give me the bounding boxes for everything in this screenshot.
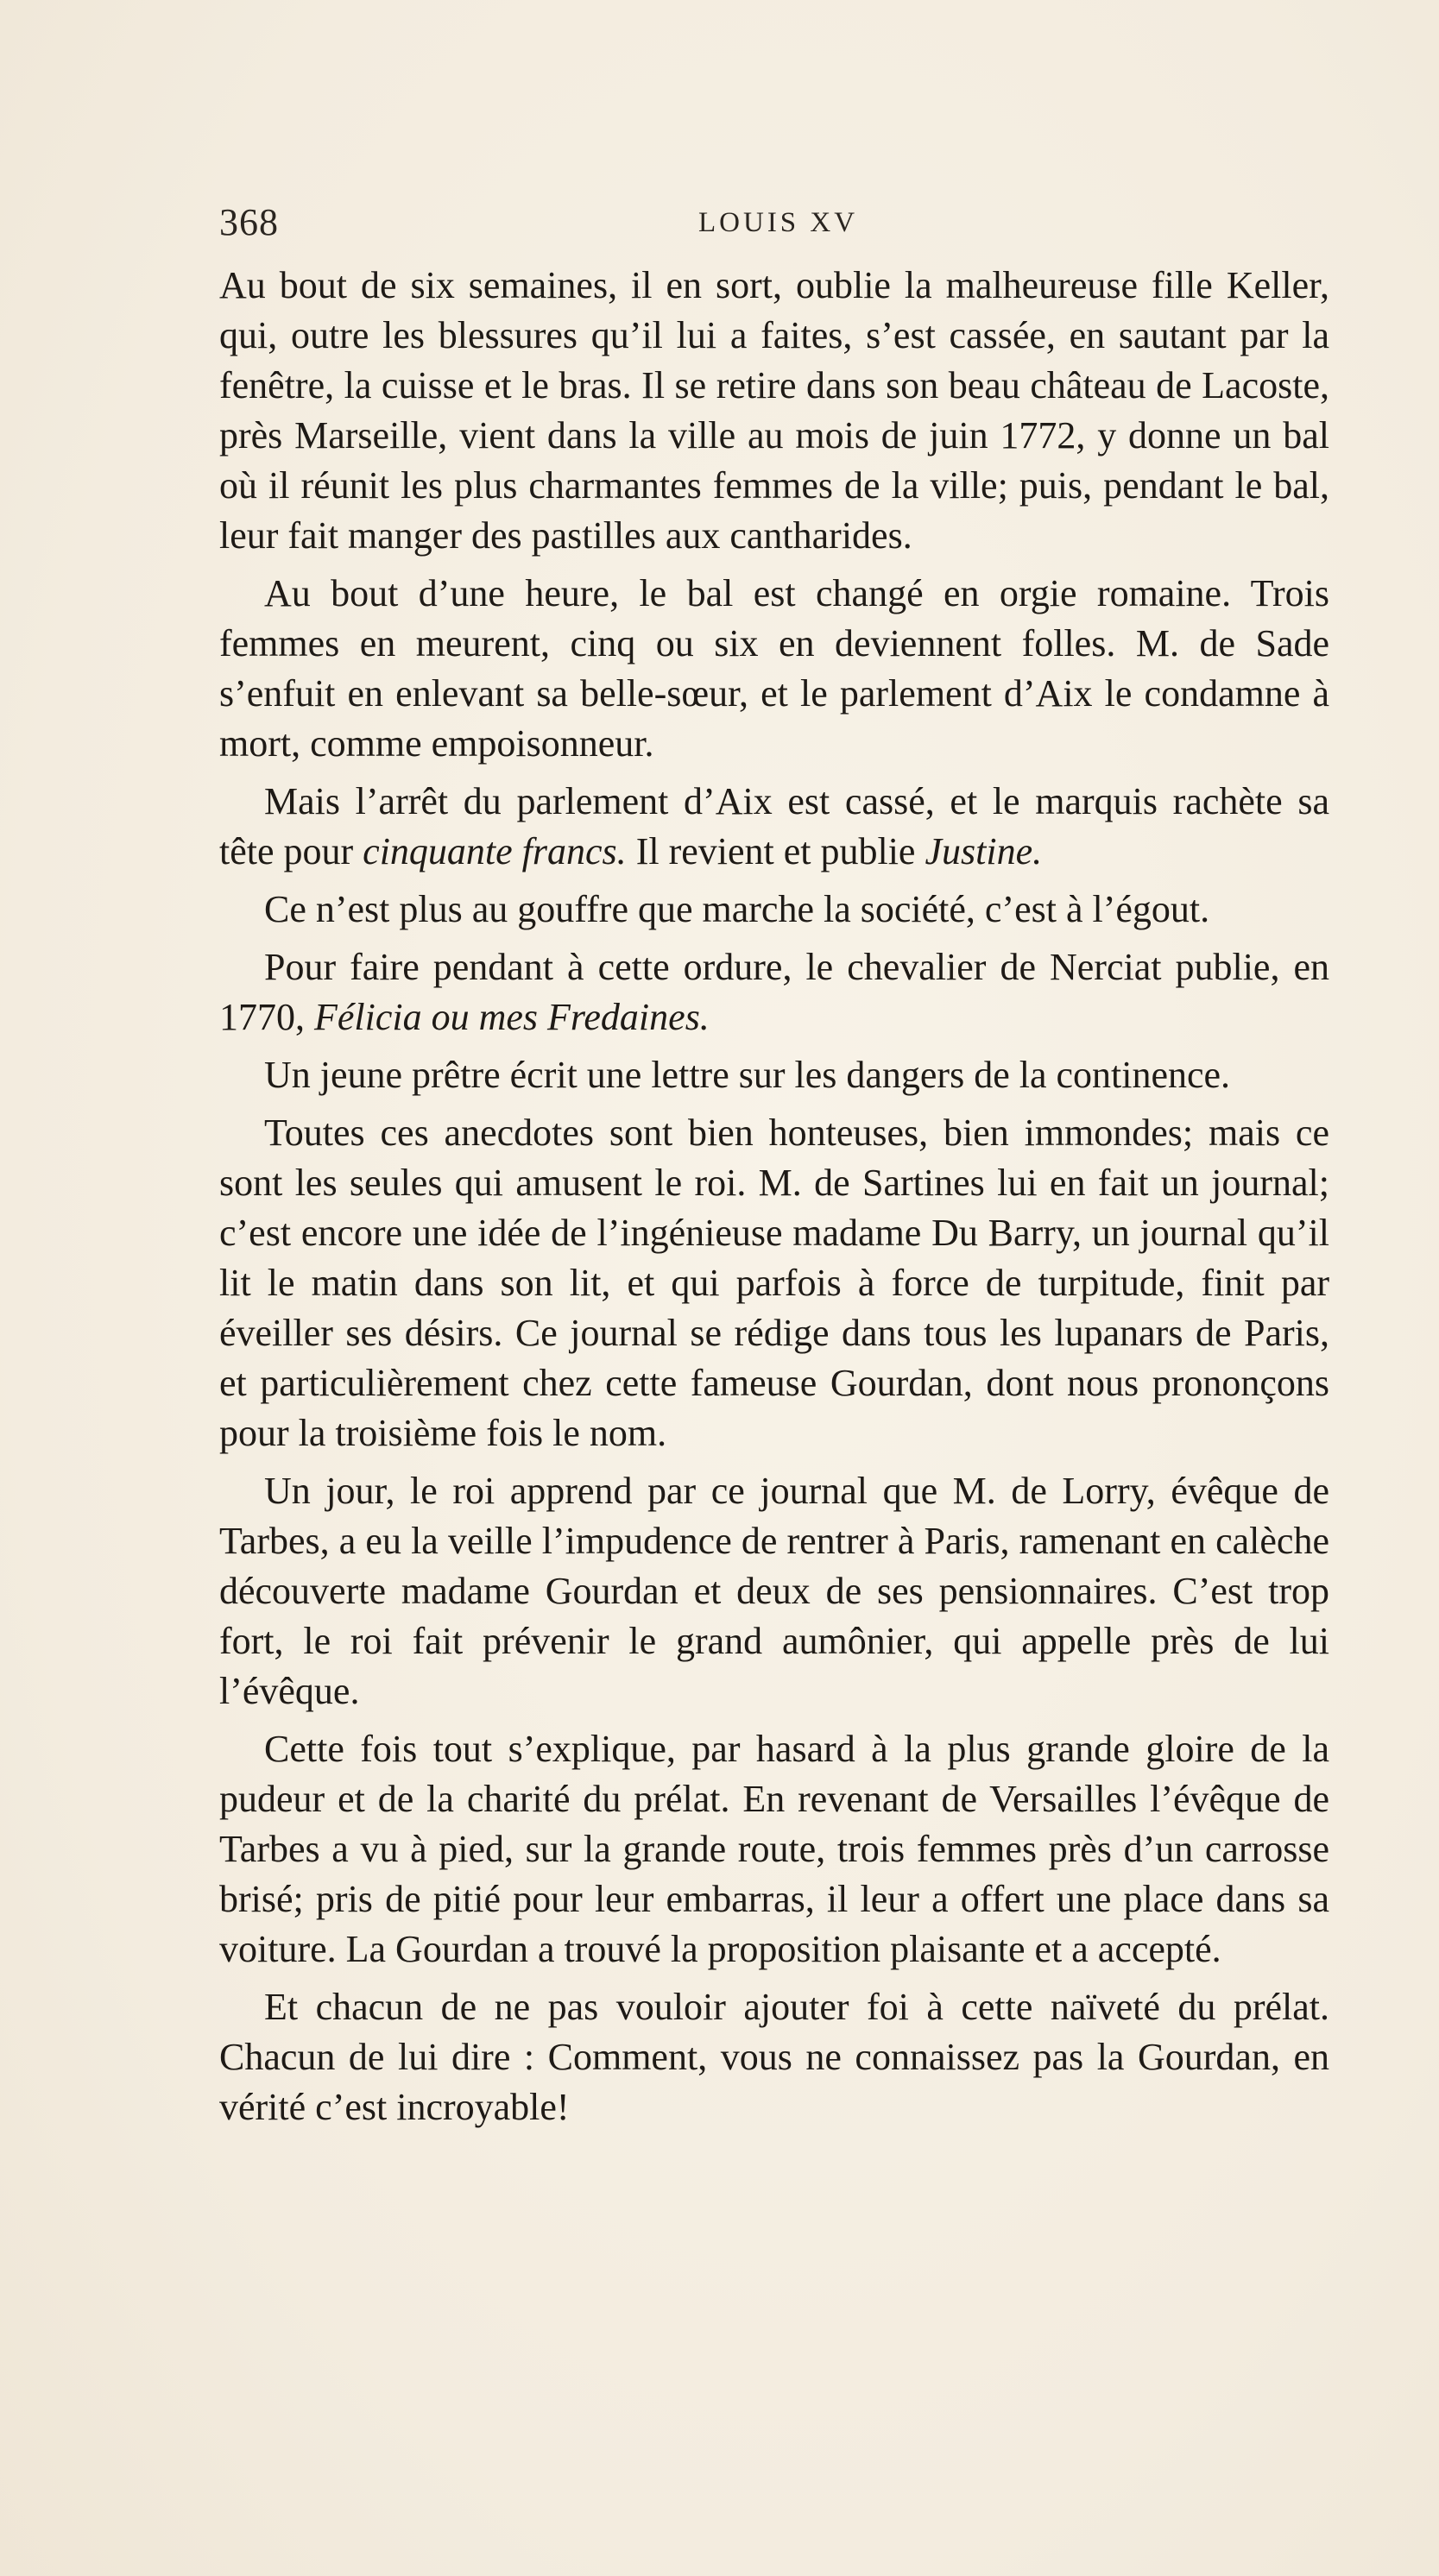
page-number: 368 [219, 201, 279, 243]
paragraph-6: Un jeune prêtre écrit une lettre sur les dangers de la continence. [264, 1054, 1231, 1096]
paragraph-2: Au bout d’une heure, le bal est changé en orgie romaine. Trois femmes en meurent, cinq ou six en deviennent folles. M. de Sade s’enfuit en enlevant sa belle-sœur, et le parlement d’Aix le condamne à mort, comme empoisonneur. [219, 572, 1329, 765]
paragraph-3-text-a: Mais l’arrêt du parlement d’Aix est cassé, et le marquis rachète sa tête pour [219, 780, 1329, 872]
paragraph-10: Et chacun de ne pas vouloir ajouter foi à cette naïveté du prélat. Chacun de lui dire : Comment, vous ne connaissez pas la Gourdan, en vérité c’est incroyable! [219, 1986, 1329, 2128]
paragraph-4: Ce n’est plus au gouffre que marche la société, c’est à l’égout. [264, 888, 1210, 930]
paragraph-5 [219, 942, 1329, 1042]
paragraph-3 [219, 777, 1329, 877]
paragraph-9: Cette fois tout s’explique, par hasard à la plus grande gloire de la pudeur et de la charité du prélat. En revenant de Versailles l’évêque de Tarbes a vu à pied, sur la grande route, trois femmes près d’un carrosse brisé; pris de pitié pour leur embarras, il leur a offert une place dans sa voiture. La Gourdan a trouvé la proposition plaisante et a accepté. [219, 1728, 1329, 1970]
paragraph-5-italic-title: Félicia ou mes Fredaines. [314, 996, 710, 1038]
paragraph-3-italic-price: cinquante francs. [363, 830, 627, 872]
running-title: LOUIS XV [698, 207, 859, 238]
paragraph-7: Toutes ces anecdotes sont bien honteuses, bien immondes; mais ce sont les seules qui amusent le roi. M. de Sartines lui en fait un journal; c’est encore une idée de l’ingénieuse madame Du Barry, un journal qu’il lit le matin dans son lit, et qui parfois à force de turpitude, finit par éveiller ses désirs. Ce journal se rédige dans tous les lupanars de Paris, et particulièrement chez cette fameuse Gourdan, dont nous prononçons pour la troisième fois le nom. [219, 1112, 1329, 1454]
paragraph-1: Au bout de six semaines, il en sort, oublie la malheureuse fille Keller, qui, outre les blessures qu’il lui a faites, s’est cassée, en sautant par la fenêtre, la cuisse et le bras. Il se retire dans son beau château de Lacoste, près Marseille, vient dans la ville au mois de juin 1772, y donne un bal où il réunit les plus charmantes femmes de la ville; puis, pendant le bal, leur fait manger des pastilles aux cantharides. [219, 264, 1329, 557]
paragraph-3-text-b: Il revient et publie [626, 830, 925, 872]
page-body [219, 261, 1329, 2140]
page-header [219, 200, 1329, 252]
paragraph-8: Un jour, le roi apprend par ce journal que M. de Lorry, évêque de Tarbes, a eu la veille l’impudence de rentrer à Paris, ramenant en calèche découverte madame Gourdan et deux de ses pensionnaires. C’est trop fort, le roi fait prévenir le grand aumônier, qui appelle près de lui l’évêque. [219, 1470, 1329, 1712]
paragraph-5-text: Pour faire pendant à cette ordure, le chevalier de Nerciat publie, en 1770, [219, 946, 1329, 1038]
paragraph-3-italic-title: Justine. [925, 830, 1043, 872]
